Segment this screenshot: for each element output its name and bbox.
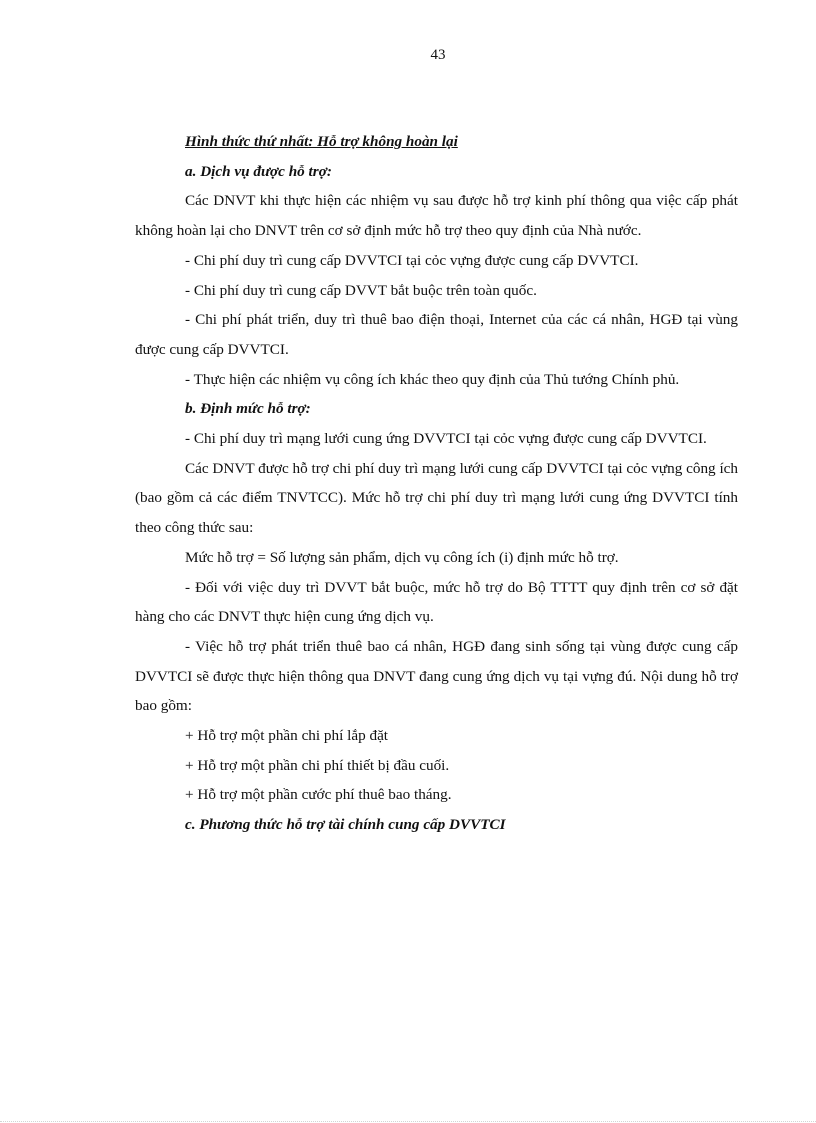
form-heading: Hình thức thứ nhất: Hỗ trợ không hoàn lại <box>185 133 458 150</box>
page-number: 43 <box>430 47 446 63</box>
section-b-heading: b. Định mức hỗ trợ: <box>185 400 311 418</box>
section-c-heading: c. Phương thức hỗ trợ tài chính cung cấp DVVTCI <box>185 816 506 834</box>
bullet-item: - Chi phí phát triển, duy trì thuê bao điện thoại, Internet của các cá nhân, HGĐ tại vùng được cung cấp DVVTCI. <box>135 311 738 358</box>
plus-item: + Hỗ trợ một phần chi phí lắp đặt <box>185 727 389 745</box>
document-body <box>135 127 738 840</box>
section-a-heading: a. Dịch vụ được hỗ trợ: <box>185 162 332 180</box>
bullet-item: - Thực hiện các nhiệm vụ công ích khác theo quy định của Thủ tướng Chính phủ. <box>185 370 680 388</box>
bullet-item: - Chi phí duy trì cung cấp DVVTCI tại cỏc vựng được cung cấp DVVTCI. <box>185 251 639 269</box>
plus-item: + Hỗ trợ một phần chi phí thiết bị đầu cuối. <box>185 756 450 774</box>
formula-line: Mức hỗ trợ = Số lượng sản phẩm, dịch vụ công ích (i) định mức hỗ trợ. <box>185 548 619 566</box>
bullet-item: - Chi phí duy trì cung cấp DVVT bắt buộc trên toàn quốc. <box>185 281 537 299</box>
plus-item: + Hỗ trợ một phần cước phí thuê bao tháng. <box>185 786 452 804</box>
page-bottom-divider <box>0 1121 816 1122</box>
paragraph-intro: Các DNVT khi thực hiện các nhiệm vụ sau được hỗ trợ kinh phí thông qua việc cấp phát không hoàn lại cho DNVT trên cơ sở định mức hỗ trợ theo quy định của Nhà nước. <box>135 192 738 240</box>
bullet-item: - Việc hỗ trợ phát triển thuê bao cá nhân, HGĐ đang sinh sống tại vùng được cung cấp DVVTCI sẽ được thực hiện thông qua DNVT đang cung ứng dịch vụ tại vựng đú. Nội dung hỗ trợ bao gồm: <box>135 637 738 715</box>
paragraph-network-support: Các DNVT được hỗ trợ chi phí duy trì mạng lưới cung cấp DVVTCI tại cỏc vựng công ích (bao gồm cả các điểm TNVTCC). Mức hỗ trợ chi phí duy trì mạng lưới cung ứng DVVTCI tính theo công thức sau: <box>135 459 738 537</box>
bullet-item: - Đối với việc duy trì DVVT bắt buộc, mức hỗ trợ do Bộ TTTT quy định trên cơ sở đặt hàng cho các DNVT thực hiện cung ứng dịch vụ. <box>135 578 738 626</box>
bullet-item: - Chi phí duy trì mạng lưới cung ứng DVVTCI tại cỏc vựng được cung cấp DVVTCI. <box>185 430 707 448</box>
